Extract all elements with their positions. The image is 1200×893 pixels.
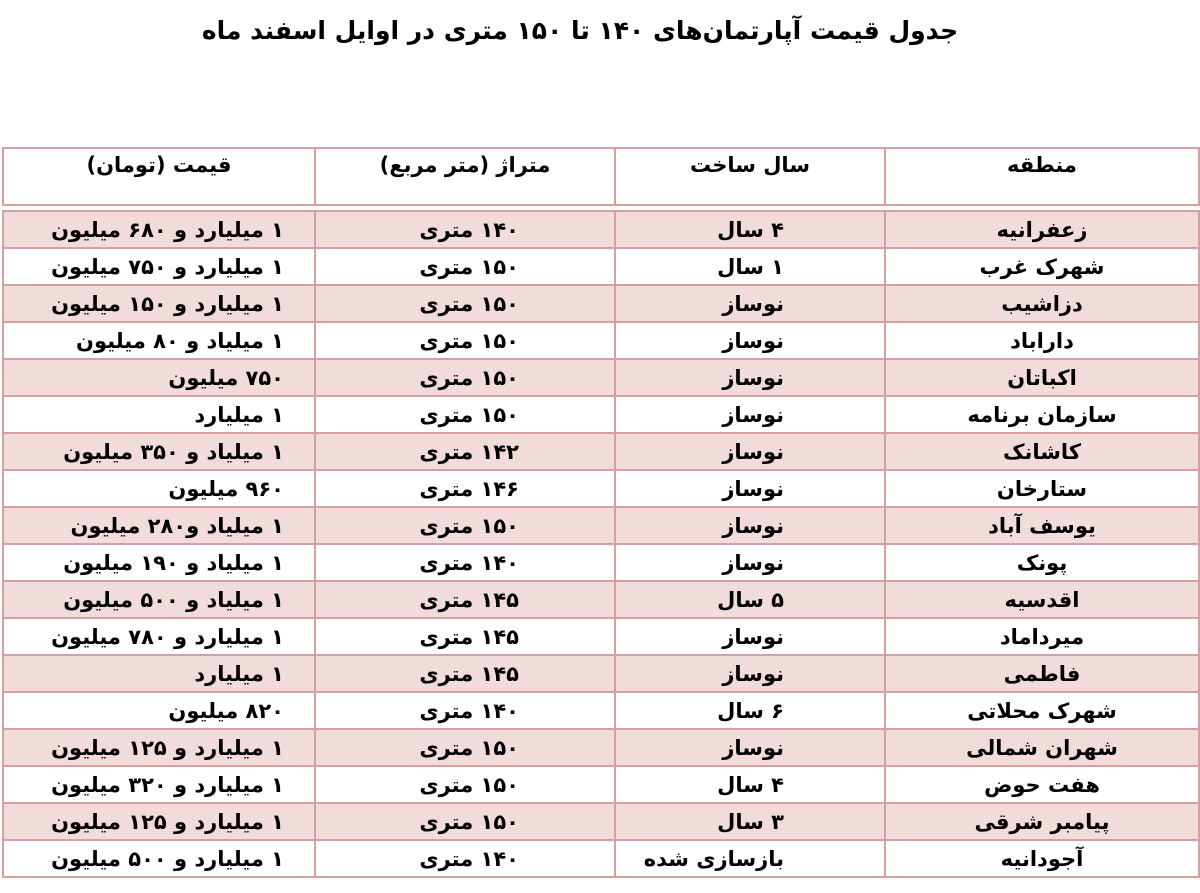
header-build-year: سال ساخت [615,148,885,205]
cell-build-year: بازسازی شده [615,840,885,877]
table-row [3,285,1199,322]
table-row [3,618,1199,655]
cell-price: ۱ میلیارد و ۷۵۰ میلیون [3,248,315,285]
cell-region: شهرک محلاتی [885,692,1199,729]
cell-price: ۱ میلیاد و ۸۰ میلیون [3,322,315,359]
cell-price: ۱ میلیارد و ۱۲۵ میلیون [3,729,315,766]
cell-build-year: نوساز [615,729,885,766]
cell-region: ستارخان [885,470,1199,507]
cell-price: ۱ میلیاد و۲۸۰ میلیون [3,507,315,544]
cell-build-year: نوساز [615,507,885,544]
cell-region: شهران شمالی [885,729,1199,766]
cell-price: ۱ میلیارد و ۷۸۰ میلیون [3,618,315,655]
cell-area: ۱۵۰ متری [315,396,615,433]
table-row [3,470,1199,507]
cell-build-year: ۵ سال [615,581,885,618]
cell-area: ۱۴۰ متری [315,544,615,581]
cell-area: ۱۵۰ متری [315,766,615,803]
cell-price: ۱ میلیارد و ۳۲۰ میلیون [3,766,315,803]
cell-build-year: نوساز [615,359,885,396]
cell-area: ۱۴۰ متری [315,840,615,877]
cell-region: فاطمی [885,655,1199,692]
cell-area: ۱۴۶ متری [315,470,615,507]
table-row [3,655,1199,692]
cell-area: ۱۴۵ متری [315,655,615,692]
cell-price: ۱ میلیارد و ۱۵۰ میلیون [3,285,315,322]
table-row [3,544,1199,581]
cell-area: ۱۵۰ متری [315,248,615,285]
cell-area: ۱۴۲ متری [315,433,615,470]
table-row [3,507,1199,544]
cell-region: اکباتان [885,359,1199,396]
cell-region: کاشانک [885,433,1199,470]
cell-region: هفت حوض [885,766,1199,803]
cell-price: ۱ میلیارد و ۱۲۵ میلیون [3,803,315,840]
cell-build-year: نوساز [615,396,885,433]
cell-build-year: ۳ سال [615,803,885,840]
table-row [3,692,1199,729]
cell-price: ۱ میلیارد و ۵۰۰ میلیون [3,840,315,877]
cell-build-year: نوساز [615,285,885,322]
table-header-row [3,148,1199,205]
cell-area: ۱۴۵ متری [315,581,615,618]
table-row [3,433,1199,470]
header-region: منطقه [885,148,1199,205]
cell-region: داراباد [885,322,1199,359]
cell-region: اقدسیه [885,581,1199,618]
table-row [3,840,1199,877]
table-body [3,211,1199,877]
cell-area: ۱۵۰ متری [315,507,615,544]
cell-area: ۱۴۰ متری [315,211,615,248]
cell-area: ۱۵۰ متری [315,359,615,396]
cell-build-year: ۱ سال [615,248,885,285]
table-row [3,396,1199,433]
cell-build-year: ۴ سال [615,211,885,248]
header-price: قیمت (تومان) [3,148,315,205]
table-row [3,248,1199,285]
cell-build-year: نوساز [615,544,885,581]
cell-price: ۱ میلیارد و ۶۸۰ میلیون [3,211,315,248]
cell-region: زعفرانیه [885,211,1199,248]
cell-price: ۱ میلیاد و ۳۵۰ میلیون [3,433,315,470]
cell-price: ۱ میلیارد [3,396,315,433]
table-row [3,581,1199,618]
cell-area: ۱۵۰ متری [315,803,615,840]
cell-price: ۸۲۰ میلیون [3,692,315,729]
cell-region: دزاشیب [885,285,1199,322]
cell-price: ۱ میلیارد [3,655,315,692]
cell-price: ۹۶۰ میلیون [3,470,315,507]
cell-build-year: ۶ سال [615,692,885,729]
header-area: متراژ (متر مربع) [315,148,615,205]
table-row [3,359,1199,396]
cell-region: میرداماد [885,618,1199,655]
table-row [3,322,1199,359]
table-row [3,803,1199,840]
cell-build-year: ۴ سال [615,766,885,803]
cell-price: ۱ میلیاد و ۱۹۰ میلیون [3,544,315,581]
cell-price: ۷۵۰ میلیون [3,359,315,396]
page-title: جدول قیمت آپارتمان‌های ۱۴۰ تا ۱۵۰ متری در اوایل اسفند ماه [201,16,959,45]
cell-build-year: نوساز [615,470,885,507]
cell-area: ۱۴۵ متری [315,618,615,655]
price-table [2,147,1200,878]
cell-area: ۱۵۰ متری [315,322,615,359]
cell-build-year: نوساز [615,655,885,692]
table-row [3,211,1199,248]
cell-region: یوسف آباد [885,507,1199,544]
table-row [3,766,1199,803]
cell-price: ۱ میلیاد و ۵۰۰ میلیون [3,581,315,618]
cell-area: ۱۴۰ متری [315,692,615,729]
cell-region: شهرک غرب [885,248,1199,285]
cell-region: آجودانیه [885,840,1199,877]
cell-region: سازمان برنامه [885,396,1199,433]
cell-region: پیامبر شرقی [885,803,1199,840]
cell-build-year: نوساز [615,433,885,470]
table-row [3,729,1199,766]
cell-area: ۱۵۰ متری [315,729,615,766]
cell-build-year: نوساز [615,618,885,655]
cell-area: ۱۵۰ متری [315,285,615,322]
cell-build-year: نوساز [615,322,885,359]
cell-region: پونک [885,544,1199,581]
